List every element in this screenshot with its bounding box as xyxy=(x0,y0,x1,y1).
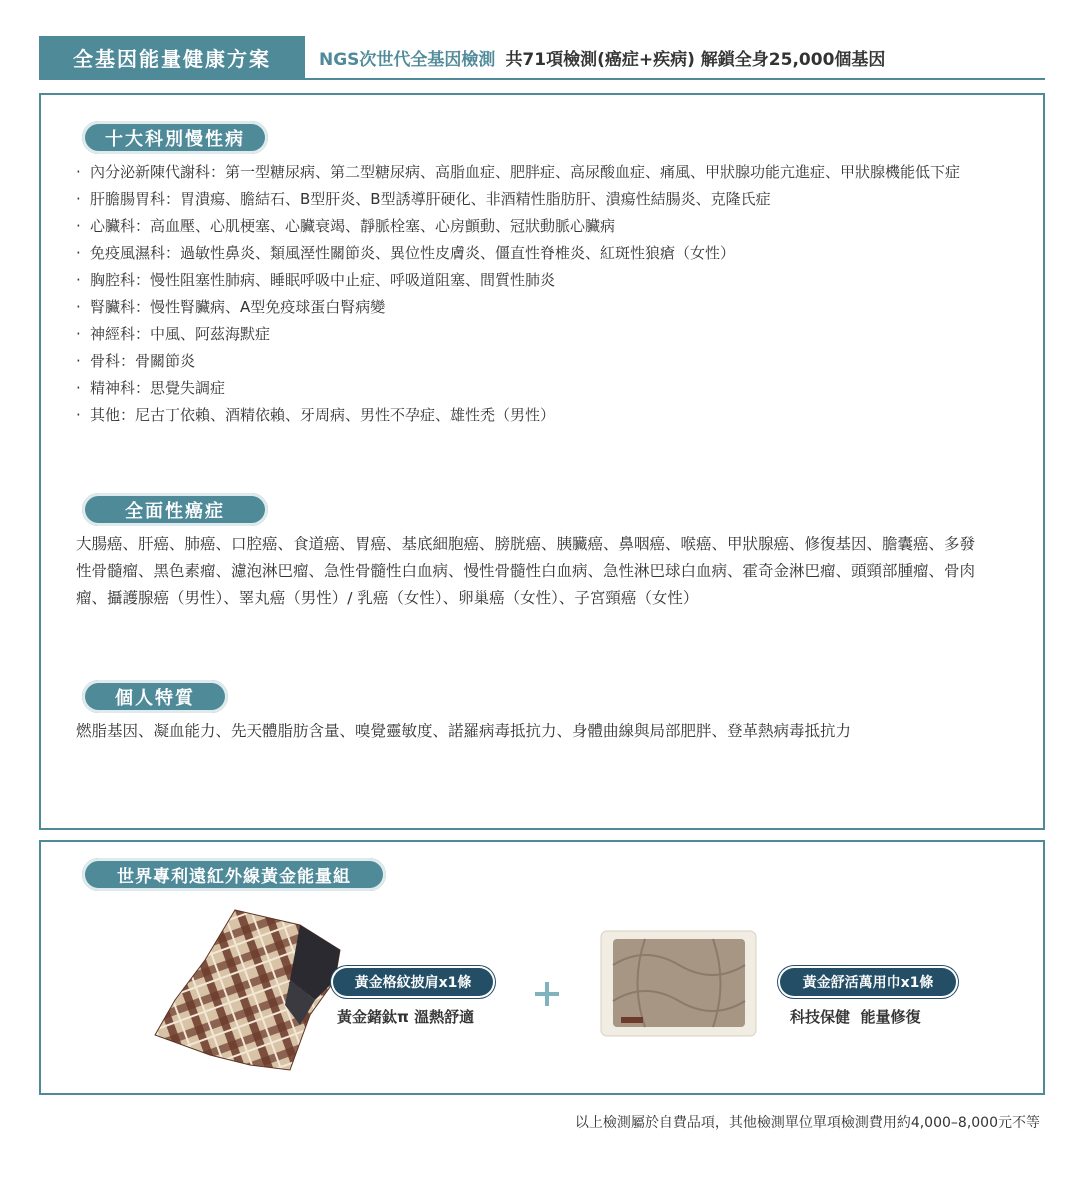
plus-icon xyxy=(535,982,559,1006)
section-title-chronic: 十大科別慢性病 xyxy=(82,121,268,154)
chronic-disease-item: · 神經科：中風、阿茲海默症 xyxy=(76,321,996,348)
chronic-disease-item: · 胸腔科：慢性阻塞性肺病、睡眠呼吸中止症、呼吸道阻塞、間質性肺炎 xyxy=(76,267,996,294)
section-title-cancer: 全面性癌症 xyxy=(82,493,268,526)
subtitle-rest: 共71項檢測(癌症+疾病) 解鎖全身25,000個基因 xyxy=(505,49,886,70)
plaid-shawl-image xyxy=(150,905,350,1075)
chronic-disease-item: · 精神科：思覺失調症 xyxy=(76,375,996,402)
page-title: 全基因能量健康方案 xyxy=(39,36,305,78)
shawl-name-badge: 黃金格紋披肩x1條 xyxy=(333,968,493,996)
chronic-disease-list xyxy=(76,159,996,429)
chronic-disease-item: · 免疫風濕科：過敏性鼻炎、類風溼性關節炎、異位性皮膚炎、僵直性脊椎炎、紅斑性狼瘡（女性） xyxy=(76,240,996,267)
chronic-disease-item: · 內分泌新陳代謝科：第一型糖尿病、第二型糖尿病、高脂血症、肥胖症、高尿酸血症、痛風、甲狀腺功能亢進症、甲狀腺機能低下症 xyxy=(76,159,996,186)
shawl-description: 黃金鍺鈦π 溫熱舒適 xyxy=(337,1008,475,1026)
footer-note: 以上檢測屬於自費品項，其他檢測單位單項檢測費用約4,000–8,000元不等 xyxy=(574,1115,1040,1131)
page-subtitle xyxy=(319,36,885,78)
chronic-disease-item: · 肝膽腸胃科：胃潰瘍、膽結石、B型肝炎、B型誘導肝硬化、非酒精性脂肪肝、潰瘍性結腸炎、克隆氏症 xyxy=(76,186,996,213)
cancer-list-text: 大腸癌、肝癌、肺癌、口腔癌、食道癌、胃癌、基底細胞癌、膀胱癌、胰臟癌、鼻咽癌、喉癌、甲狀腺癌、修復基因、膽囊癌、多發性骨髓瘤、黑色素瘤、濾泡淋巴瘤、急性骨髓性白血病、慢性骨髓性白血病、急性淋巴球白血病、霍奇金淋巴瘤、頭頸部腫瘤、骨肉瘤、攝護腺癌（男性）、睪丸癌（男性）/ 乳癌（女性）、卵巢癌（女性）、子宮頸癌（女性） xyxy=(76,535,976,607)
subtitle-accent: NGS次世代全基因檢測 xyxy=(319,49,496,70)
energy-towel-image xyxy=(595,925,760,1040)
chronic-disease-item: · 腎臟科：慢性腎臟病、A型免疫球蛋白腎病變 xyxy=(76,294,996,321)
chronic-disease-item: · 其他：尼古丁依賴、酒精依賴、牙周病、男性不孕症、雄性禿（男性） xyxy=(76,402,996,429)
towel-description: 科技保健 能量修復 xyxy=(790,1008,921,1026)
page-header xyxy=(39,36,1045,80)
section-title-traits: 個人特質 xyxy=(82,680,228,713)
towel-name-badge: 黃金舒活萬用巾x1條 xyxy=(780,968,956,996)
chronic-disease-item: · 骨科：骨關節炎 xyxy=(76,348,996,375)
section-title-kit: 世界專利遠紅外線黃金能量組 xyxy=(82,858,386,891)
chronic-disease-item: · 心臟科：高血壓、心肌梗塞、心臟衰竭、靜脈栓塞、心房顫動、冠狀動脈心臟病 xyxy=(76,213,996,240)
traits-list-text: 燃脂基因、凝血能力、先天體脂肪含量、嗅覺靈敏度、諾羅病毒抵抗力、身體曲線與局部肥胖、登革熱病毒抵抗力 xyxy=(76,722,852,740)
